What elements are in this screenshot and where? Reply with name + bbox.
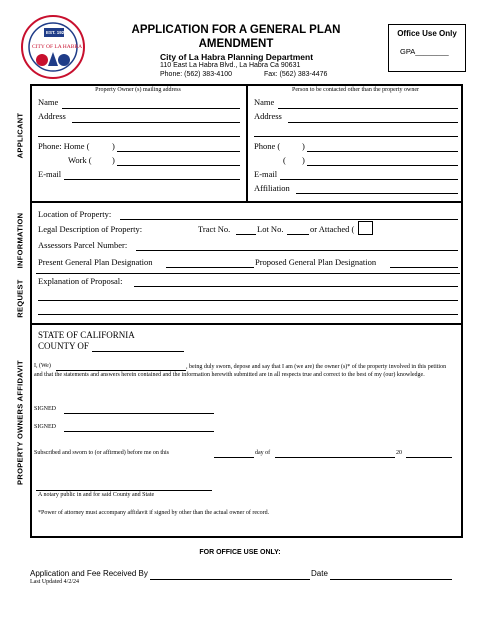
subscribed-month-field[interactable] (275, 457, 395, 458)
notary-signature-field[interactable] (36, 490, 212, 491)
owner-name-field[interactable] (62, 108, 240, 109)
explanation-field-3[interactable] (38, 314, 458, 315)
gpa-field[interactable]: GPA________ (400, 47, 449, 56)
department-fax: Fax: (562) 383-4476 (264, 71, 328, 78)
subscribed-year-field[interactable] (406, 457, 452, 458)
apn-field[interactable] (136, 250, 458, 251)
owner-phone-home-close: ) (112, 141, 115, 151)
affidavit-statement: , being duly sworn, depose and say that I am (we are) the owner (s)* of the property involved in this petition and that the statements and answers herein contained and the information herewith submitted are in all respects true and correct to the best of my (our) knowledge. (34, 364, 447, 379)
apn-label: Assessors Parcel Number: (38, 240, 128, 250)
subscribed-day-field[interactable] (214, 457, 254, 458)
form-title-line1: APPLICATION FOR A GENERAL PLAN (131, 24, 341, 36)
fee-received-field[interactable] (150, 579, 310, 580)
request-side-label: REQUEST (15, 279, 25, 318)
location-label: Location of Property: (38, 209, 112, 219)
signed-label-1: SIGNED (34, 406, 56, 412)
last-updated: Last Updated 4/2/24 (30, 579, 79, 585)
contact-phone-field[interactable] (307, 151, 458, 152)
contact-phone-close: ) (302, 141, 305, 151)
contact-phone2-field[interactable] (307, 165, 458, 166)
poa-note: *Power of attorney must accompany affidavit if signed by other than the actual owner of record. (38, 510, 270, 516)
contact-name-label: Name (254, 97, 275, 107)
proposed-designation-label: Proposed General Plan Designation (255, 257, 377, 267)
signature-field-1[interactable] (64, 413, 214, 414)
tract-label: Tract No. (198, 224, 231, 234)
department-phone: Phone: (562) 383-4100 (160, 71, 232, 78)
fee-received-label: Application and Fee Received By (30, 569, 148, 578)
contact-phone2-open: ( (283, 155, 286, 165)
office-use-title: Office Use Only (397, 29, 457, 38)
year-label: 20 (396, 450, 402, 456)
department-name: City of La Habra Planning Department (160, 52, 314, 62)
owner-phone-home-field[interactable] (117, 151, 240, 152)
owner-address-field[interactable] (72, 122, 240, 123)
explanation-field-2[interactable] (38, 300, 458, 301)
applicant-divider (246, 84, 248, 202)
legal-description-label: Legal Description of Property: (38, 224, 143, 234)
signed-label-2: SIGNED (34, 424, 56, 430)
owner-address-field-2[interactable] (38, 136, 240, 137)
applicant-bottom-rule (30, 201, 463, 203)
day-of-label: day of (255, 450, 271, 456)
contact-phone2-close: ) (302, 155, 305, 165)
contact-affiliation-field[interactable] (296, 193, 458, 194)
attached-label: or Attached ( (310, 224, 355, 234)
form-title-line2: AMENDMENT (198, 38, 274, 50)
owner-phone-work-field[interactable] (117, 165, 240, 166)
office-use-footer-title: FOR OFFICE USE ONLY: (199, 549, 281, 556)
city-logo (20, 14, 86, 80)
present-designation-field[interactable] (166, 267, 254, 268)
county-label: COUNTY OF (38, 341, 89, 351)
footer-date-field[interactable] (330, 579, 452, 580)
proposed-designation-field[interactable] (390, 267, 458, 268)
owner-phone-work-label: Work ( (68, 155, 92, 165)
explanation-label: Explanation of Proposal: (38, 276, 123, 286)
owner-phone-work-close: ) (112, 155, 115, 165)
contact-address-field[interactable] (288, 122, 458, 123)
department-address: 110 East La Habra Blvd., La Habra Ca 90631 (160, 62, 301, 69)
contact-email-field[interactable] (280, 179, 458, 180)
owner-email-field[interactable] (64, 179, 240, 180)
notary-label: A notary public in and for said County and State (38, 492, 155, 498)
location-field[interactable] (120, 219, 458, 220)
owner-phone-home-label: Phone: Home ( (38, 141, 90, 151)
info-rule (36, 273, 460, 274)
state-label: STATE OF CALIFORNIA (38, 330, 135, 340)
logo-est-text: EST. 1925 (46, 30, 67, 35)
subscribed-label: Subscribed and sworn to (or affirmed) before me on this (34, 450, 170, 456)
contact-header: Person to be contacted other than the property owner (292, 87, 419, 93)
lot-label: Lot No. (257, 224, 284, 234)
affidavit-side-label: PROPERTY OWNERS AFFIDAVIT (15, 360, 25, 485)
contact-name-field[interactable] (278, 108, 458, 109)
explanation-field[interactable] (134, 286, 458, 287)
contact-phone-label: Phone ( (254, 141, 281, 151)
attached-checkbox[interactable] (358, 221, 373, 235)
lot-field[interactable] (287, 234, 309, 235)
contact-email-label: E-mail (254, 169, 278, 179)
footer-date-label: Date (311, 569, 328, 578)
owner-name-label: Name (38, 97, 59, 107)
owner-address-label: Address (38, 111, 66, 121)
request-bottom-rule (30, 323, 463, 325)
applicant-side-label: APPLICANT (15, 112, 25, 159)
county-field[interactable] (92, 351, 184, 352)
information-side-label: INFORMATION (15, 212, 25, 269)
contact-affiliation-label: Affiliation (254, 183, 290, 193)
contact-address-field-2[interactable] (254, 136, 458, 137)
signature-field-2[interactable] (64, 431, 214, 432)
logo-city-text: CITY OF LA HABRA (32, 44, 83, 50)
i-we-label: I, (We) (34, 363, 51, 369)
tract-field[interactable] (236, 234, 256, 235)
owner-email-label: E-mail (38, 169, 62, 179)
owner-header: Property Owner (s) mailing address (95, 87, 181, 93)
present-designation-label: Present General Plan Designation (38, 257, 153, 267)
contact-address-label: Address (254, 111, 282, 121)
